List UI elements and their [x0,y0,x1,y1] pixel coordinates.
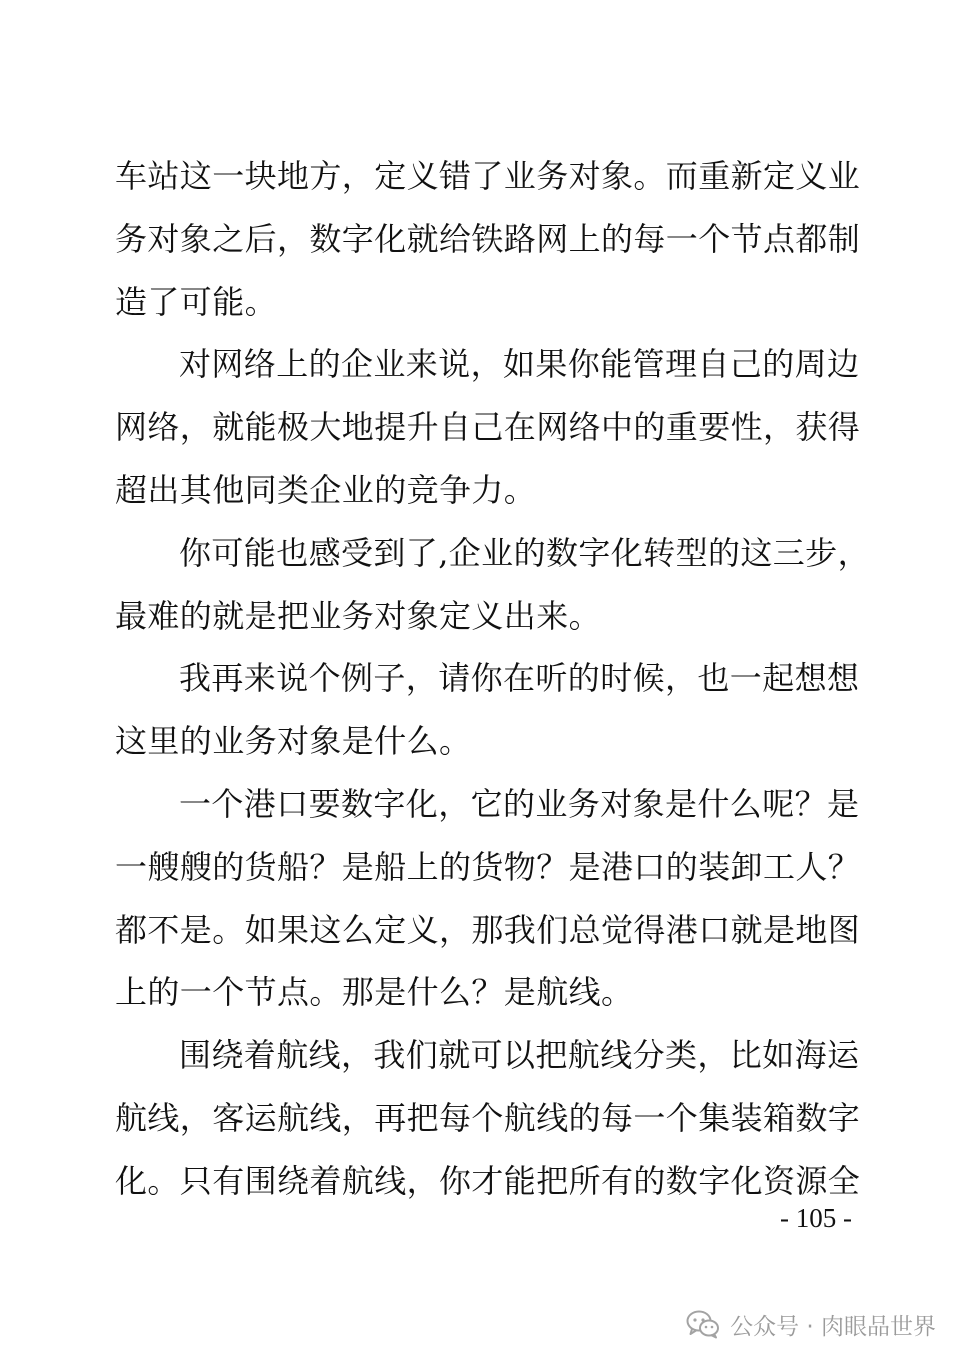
text-line: 造了可能。 [115,282,278,321]
text-line: 化。只有围绕着航线，你才能把所有的数字化资源全 [115,1161,861,1200]
text-line: 对网络上的企业来说，如果你能管理自己的周边 [179,345,860,384]
text-line: 我再来说个例子，请你在听的时候，也一起想想 [179,659,860,698]
text-line: 都不是。如果这么定义，那我们总觉得港口就是地图 [115,910,861,949]
text-line: 网络，就能极大地提升自己在网络中的重要性，获得 [115,408,861,447]
text-line: 一个港口要数字化，它的业务对象是什么呢？是 [179,784,860,823]
text-line: 务对象之后，数字化就给铁路网上的每一个节点都制 [115,219,861,258]
text-line: 一艘艘的货船？是船上的货物？是港口的装卸工人？ [115,847,861,886]
page-number: - 105 - [780,1203,852,1233]
text-line: 你可能也感受到了,企业的数字化转型的这三步， [179,533,870,572]
watermark-text: 公众号 · 肉眼品世界 [730,1313,936,1340]
body-text [115,145,870,1213]
text-line: 车站这一块地方，定义错了业务对象。而重新定义业 [115,157,861,195]
wechat-icon [686,1309,720,1339]
text-line: 最难的就是把业务对象定义出来。 [115,596,602,635]
text-line: 围绕着航线，我们就可以把航线分类，比如海运 [179,1036,860,1075]
watermark [686,1302,936,1346]
text-line: 上的一个节点。那是什么？是航线。 [115,973,634,1012]
text-line: 超出其他同类企业的竞争力。 [115,470,537,509]
text-line: 航线，客运航线，再把每个航线的每一个集装箱数字 [115,1098,861,1137]
text-line: 这里的业务对象是什么。 [115,722,472,761]
